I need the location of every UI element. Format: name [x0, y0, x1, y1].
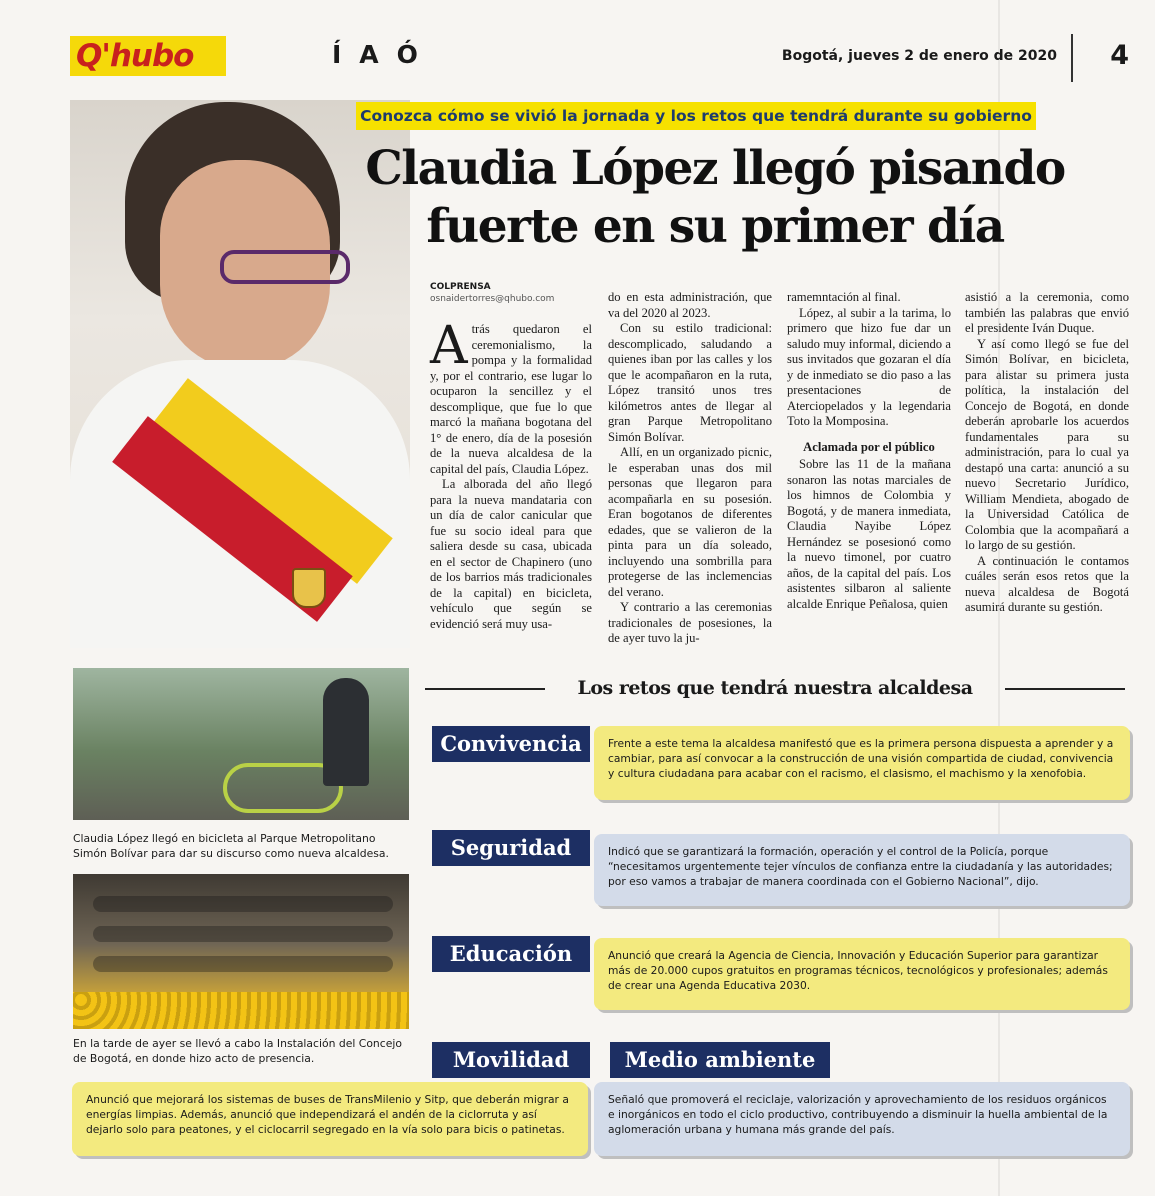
tag-seguridad: Seguridad: [432, 830, 590, 866]
box-educacion: Anunció que creará la Agencia de Ciencia, Innovación y Educación Superior para garantizar más de 20.000 cupos gratuitos en programas técnicos, tecnológicos y profesionales; además de crear una Agenda Educativa 2030.: [594, 938, 1130, 1010]
box-seguridad: Indicó que se garantizará la formación, operación y el control de la Policía, porque “necesitamos urgentemente tejer vínculos de confianza entre la ciudadanía y las autoridades; por eso vamos a trabajar de manera coordinada con el Gobierno Nacional”, dijo.: [594, 834, 1130, 906]
paragraph: do en esta administración, que va del 2020 al 2023.: [608, 290, 772, 320]
article-column-1: [430, 316, 592, 632]
dropcap: A: [430, 316, 468, 376]
box-movilidad: Anunció que mejorará los sistemas de buses de TransMilenio y Sitp, que deberán migrar a energías limpias. Además, anunció que independizará el andén de la ciclorruta y así dejarlo solo para peatones, y el ciclocarril segregado en la vía solo para bicis o patinetas.: [72, 1082, 588, 1156]
photo-bicycle: [73, 668, 409, 820]
masthead-divider: [1071, 34, 1073, 82]
retos-section-title: Los retos que tendrá nuestra alcaldesa: [425, 677, 1125, 701]
tag-movilidad: Movilidad: [432, 1042, 590, 1078]
paragraph: A continuación le contamos cuáles serán esos retos que la nueva alcaldesa de Bogotá asumirá durante su gestión.: [965, 553, 1129, 614]
photo-row: [93, 896, 393, 912]
photo-council: [73, 874, 409, 1029]
article-column-3: [787, 290, 951, 612]
tag-convivencia: Convivencia: [432, 726, 590, 762]
bogota-crest-icon: [292, 568, 326, 608]
section-name: ÍAÓ: [332, 40, 436, 69]
byline-agency: COLPRENSA: [430, 282, 491, 292]
paragraph: [430, 316, 592, 477]
dateline: Bogotá, jueves 2 de enero de 2020: [781, 48, 1057, 64]
tag-medio-ambiente: Medio ambiente: [610, 1042, 830, 1078]
paragraph: López, al subir a la tarima, lo primero que hizo fue dar un saludo muy informal, diciendo a sus invitados que gozaran el día y de inmediato se dio paso a las presentaciones de Aterciopelados y la legendaria Toto la Momposina.: [787, 305, 951, 428]
paragraph: Allí, en un organizado picnic, le esperaban unas dos mil personas que llegaron para acompañarla en su posesión. Eran bogotanos de diferentes edades, que se valieron de la pinta para un día soleado, incluyendo una sombrilla para protegerse de las inclemencias del verano.: [608, 445, 772, 599]
byline: [430, 281, 554, 305]
article-column-4: [965, 290, 1129, 616]
paragraph: Y contrario a las ceremonias tradicionales de posesiones, la de ayer tuvo la ju-: [608, 600, 772, 645]
kicker: Conozca cómo se vivió la jornada y los retos que tendrá durante su gobierno: [356, 102, 1036, 130]
byline-email[interactable]: osnaidertorres@qhubo.com: [430, 294, 555, 304]
tag-educacion: Educación: [432, 936, 590, 972]
photo-flowers: [73, 992, 409, 1029]
photo-row: [93, 956, 393, 972]
caption-council: En la tarde de ayer se llevó a cabo la Instalación del Concejo de Bogotá, en donde hizo acto de presencia.: [73, 1037, 402, 1065]
paragraph: ramemntación al final.: [787, 290, 901, 304]
masthead: [70, 34, 1135, 84]
paragraph: La alborada del año llegó para la nueva mandataria con un día de calor canicular que fue su socio ideal para que saliera desde su casa, ubicada en el sector de Chapinero (uno de los barrios más tradicionales de la capital) en bicicleta, vehículo que según se evidenció será muy usa-: [430, 477, 592, 631]
box-convivencia: Frente a este tema la alcaldesa manifestó que es la primera persona dispuesta a aprender y a cambiar, para así convocar a la construcción de una visión compartida de ciudad, convivencia y cultura ciudadana para acabar con el racismo, el clasismo, el machismo y la xenofobia.: [594, 726, 1130, 800]
newspaper-logo: Q'hubo: [70, 36, 226, 76]
subheading: Aclamada por el público: [803, 439, 935, 454]
paragraph: asistió a la ceremonia, como también las palabras que envió el presidente Iván Duque.: [965, 290, 1129, 335]
article-column-2: [608, 290, 772, 647]
caption-bicycle: Claudia López llegó en bicicleta al Parque Metropolitano Simón Bolívar para dar su discurso como nueva alcaldesa.: [73, 832, 389, 860]
paragraph-text: trás quedaron el ceremonialismo, la pompa y la formalidad y, por el contrario, ese lugar lo ocuparon la sencillez y el descomplique, que fue lo que marcó la mañana bogotana del 1° de enero, día de la posesión de la nueva alcaldesa de la capital del país, Claudia López.: [430, 322, 592, 476]
paragraph: Con su estilo tradicional: descomplicado, saludando a quienes iban por las calles y los que le acompañaron en la ruta, López transitó unos tres kilómetros antes de llegar al gran Parque Metropolitano Simón Bolívar.: [608, 321, 772, 444]
paragraph: Sobre las 11 de la mañana sonaron las notas marciales de los himnos de Colombia y Bogotá, y de manera inmediata, Claudia Nayibe López Hernández se posesionó como la nuevo timonel, por cuatro años, de la capital del país. Los asistentes silbaron al saliente alcalde Enrique Peñalosa, quien: [787, 457, 951, 611]
page-number: 4: [1110, 40, 1129, 71]
headline: Claudia López llegó pisando fuerte en su primer día: [365, 141, 1065, 254]
photo-row: [93, 926, 393, 942]
photo-person: [323, 678, 369, 786]
box-medio-ambiente: Señaló que promoverá el reciclaje, valorización y aprovechamiento de los residuos orgánicos e inorgánicos en todo el ciclo productivo, contribuyendo a disminuir la huella ambiental de la aglomeración urbana y humana más grande del país.: [594, 1082, 1130, 1156]
paragraph: Y así como llegó se fue del Simón Bolívar, en bicicleta, para alistar su primera justa política, la instalación del Concejo de Bogotá, en donde deberán aprobarle los acuerdos fundamentales para su administración, para lo cual ya destapó una carta: anunció a su nuevo Secretario Jurídico, William Mendieta, abogado de la Universidad Católica de Colombia que la acompañará a lo largo de su gestión.: [965, 336, 1129, 552]
